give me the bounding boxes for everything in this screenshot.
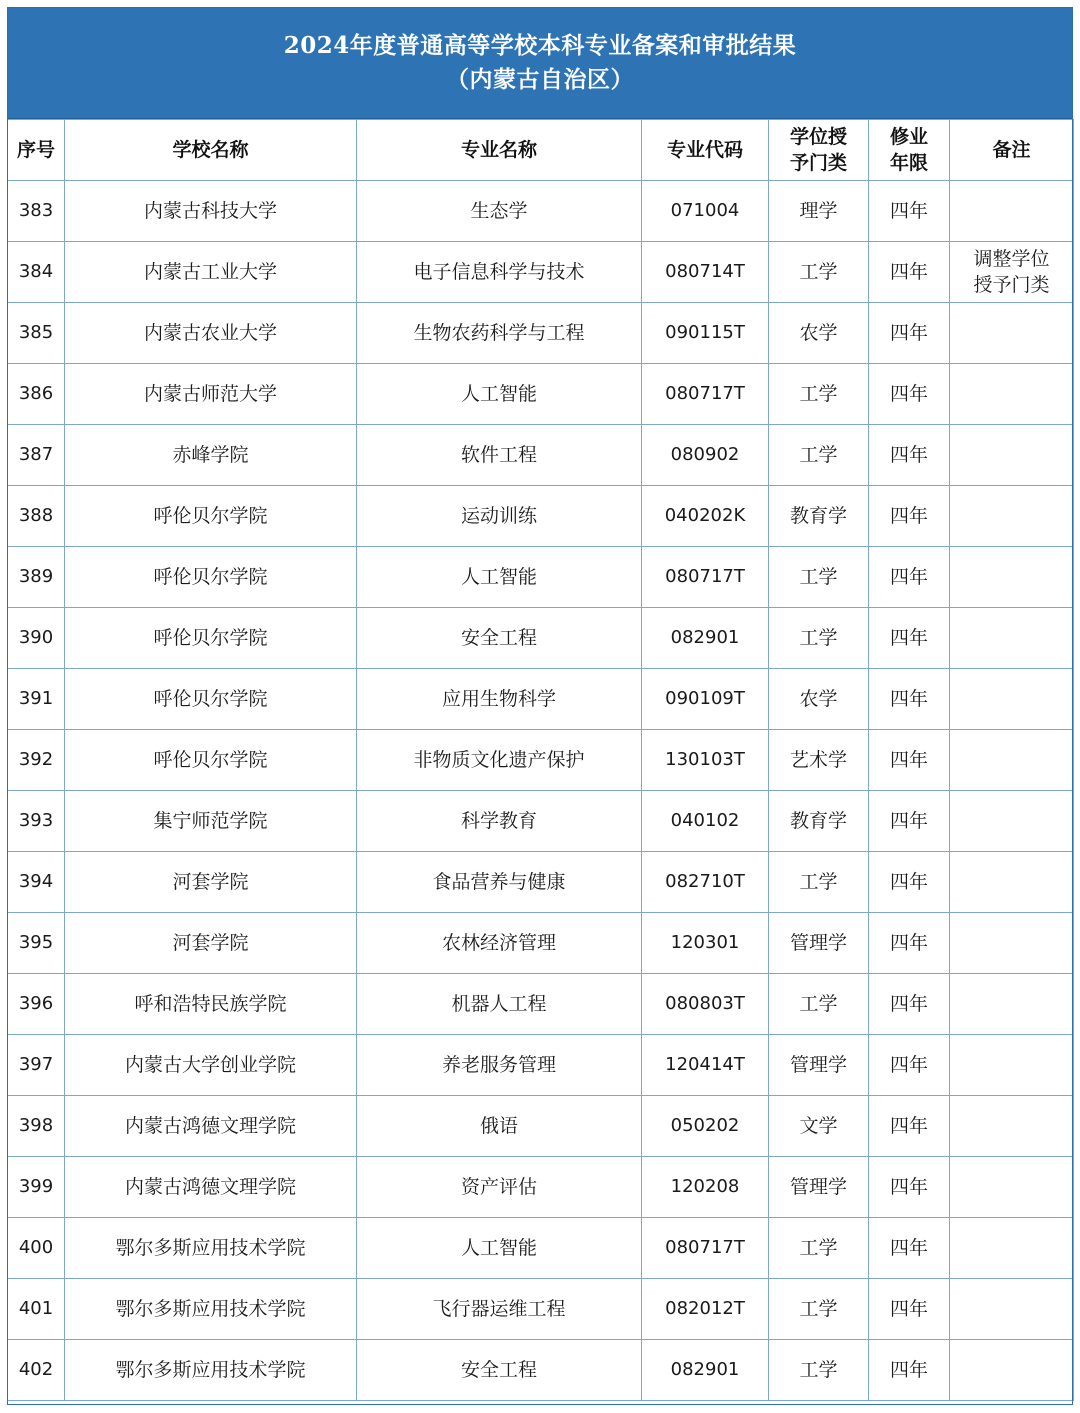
- cell-code: 082901: [642, 1340, 769, 1401]
- cell-major: 运动训练: [357, 486, 642, 547]
- cell-school: 内蒙古大学创业学院: [65, 1035, 357, 1096]
- cell-degree: 工学: [769, 547, 869, 608]
- cell-code: 090109T: [642, 669, 769, 730]
- cell-duration: 四年: [869, 242, 950, 303]
- cell-code: 130103T: [642, 730, 769, 791]
- cell-major: 人工智能: [357, 364, 642, 425]
- cell-school: 内蒙古农业大学: [65, 303, 357, 364]
- cell-degree: 工学: [769, 1279, 869, 1340]
- cell-major: 俄语: [357, 1096, 642, 1157]
- cell-duration: 四年: [869, 974, 950, 1035]
- table-frame: [7, 7, 1073, 1405]
- cell-degree: 工学: [769, 974, 869, 1035]
- cell-seq: 385: [8, 303, 65, 364]
- cell-duration: 四年: [869, 913, 950, 974]
- cell-code: 040202K: [642, 486, 769, 547]
- cell-degree: 工学: [769, 608, 869, 669]
- cell-seq: 389: [8, 547, 65, 608]
- cell-seq: 397: [8, 1035, 65, 1096]
- header-note: 备注: [950, 120, 1074, 181]
- cell-degree: 农学: [769, 303, 869, 364]
- cell-seq: 388: [8, 486, 65, 547]
- cell-code: 080803T: [642, 974, 769, 1035]
- cell-note: 调整学位授予门类: [950, 242, 1074, 303]
- cell-seq: 401: [8, 1279, 65, 1340]
- cell-major: 飞行器运维工程: [357, 1279, 642, 1340]
- cell-code: 090115T: [642, 303, 769, 364]
- cell-degree: 工学: [769, 242, 869, 303]
- cell-duration: 四年: [869, 669, 950, 730]
- cell-duration: 四年: [869, 852, 950, 913]
- cell-duration: 四年: [869, 1340, 950, 1401]
- cell-degree: 教育学: [769, 486, 869, 547]
- cell-degree: 工学: [769, 425, 869, 486]
- cell-school: 鄂尔多斯应用技术学院: [65, 1279, 357, 1340]
- cell-school: 集宁师范学院: [65, 791, 357, 852]
- cell-code: 082710T: [642, 852, 769, 913]
- page-subtitle: （内蒙古自治区）: [446, 66, 634, 93]
- cell-seq: 399: [8, 1157, 65, 1218]
- cell-school: 内蒙古师范大学: [65, 364, 357, 425]
- cell-school: 呼伦贝尔学院: [65, 608, 357, 669]
- cell-degree: 管理学: [769, 1035, 869, 1096]
- cell-degree: 理学: [769, 181, 869, 242]
- header-seq: 序号: [8, 120, 65, 181]
- header-degree: 学位授予门类: [769, 120, 869, 181]
- cell-major: 安全工程: [357, 1340, 642, 1401]
- cell-duration: 四年: [869, 181, 950, 242]
- cell-seq: 386: [8, 364, 65, 425]
- cell-school: 赤峰学院: [65, 425, 357, 486]
- cell-major: 人工智能: [357, 547, 642, 608]
- cell-code: 120301: [642, 913, 769, 974]
- cell-seq: 392: [8, 730, 65, 791]
- cell-seq: 398: [8, 1096, 65, 1157]
- cell-school: 内蒙古鸿德文理学院: [65, 1157, 357, 1218]
- cell-major: 食品营养与健康: [357, 852, 642, 913]
- cell-school: 呼伦贝尔学院: [65, 486, 357, 547]
- cell-duration: 四年: [869, 486, 950, 547]
- cell-seq: 400: [8, 1218, 65, 1279]
- cell-school: 河套学院: [65, 913, 357, 974]
- cell-major: 科学教育: [357, 791, 642, 852]
- cell-duration: 四年: [869, 1218, 950, 1279]
- cell-duration: 四年: [869, 1096, 950, 1157]
- cell-code: 080717T: [642, 364, 769, 425]
- cell-duration: 四年: [869, 791, 950, 852]
- cell-degree: 工学: [769, 852, 869, 913]
- cell-duration: 四年: [869, 730, 950, 791]
- cell-degree: 管理学: [769, 913, 869, 974]
- header-major: 专业名称: [357, 120, 642, 181]
- cell-seq: 396: [8, 974, 65, 1035]
- cell-major: 非物质文化遗产保护: [357, 730, 642, 791]
- cell-school: 呼伦贝尔学院: [65, 669, 357, 730]
- cell-major: 人工智能: [357, 1218, 642, 1279]
- cell-code: 082901: [642, 608, 769, 669]
- cell-code: 082012T: [642, 1279, 769, 1340]
- cell-seq: 383: [8, 181, 65, 242]
- cell-major: 资产评估: [357, 1157, 642, 1218]
- cell-school: 鄂尔多斯应用技术学院: [65, 1218, 357, 1279]
- cell-seq: 391: [8, 669, 65, 730]
- cell-major: 机器人工程: [357, 974, 642, 1035]
- cell-duration: 四年: [869, 425, 950, 486]
- cell-seq: 387: [8, 425, 65, 486]
- cell-seq: 395: [8, 913, 65, 974]
- cell-duration: 四年: [869, 1035, 950, 1096]
- cell-major: 应用生物科学: [357, 669, 642, 730]
- cell-school: 内蒙古工业大学: [65, 242, 357, 303]
- cell-school: 呼和浩特民族学院: [65, 974, 357, 1035]
- cell-major: 软件工程: [357, 425, 642, 486]
- cell-major: 生态学: [357, 181, 642, 242]
- cell-duration: 四年: [869, 608, 950, 669]
- cell-major: 电子信息科学与技术: [357, 242, 642, 303]
- cell-school: 内蒙古科技大学: [65, 181, 357, 242]
- cell-degree: 管理学: [769, 1157, 869, 1218]
- cell-school: 呼伦贝尔学院: [65, 730, 357, 791]
- cell-code: 120414T: [642, 1035, 769, 1096]
- cell-major: 安全工程: [357, 608, 642, 669]
- cell-degree: 教育学: [769, 791, 869, 852]
- cell-code: 080714T: [642, 242, 769, 303]
- cell-school: 鄂尔多斯应用技术学院: [65, 1340, 357, 1401]
- cell-code: 120208: [642, 1157, 769, 1218]
- cell-degree: 工学: [769, 364, 869, 425]
- cell-school: 呼伦贝尔学院: [65, 547, 357, 608]
- cell-degree: 工学: [769, 1218, 869, 1279]
- cell-degree: 农学: [769, 669, 869, 730]
- cell-degree: 工学: [769, 1340, 869, 1401]
- cell-duration: 四年: [869, 547, 950, 608]
- page-title: 2024年度普通高等学校本科专业备案和审批结果: [283, 32, 797, 59]
- header-code: 专业代码: [642, 120, 769, 181]
- cell-major: 农林经济管理: [357, 913, 642, 974]
- cell-code: 050202: [642, 1096, 769, 1157]
- cell-seq: 394: [8, 852, 65, 913]
- cell-code: 071004: [642, 181, 769, 242]
- cell-duration: 四年: [869, 364, 950, 425]
- cell-duration: 四年: [869, 1157, 950, 1218]
- cell-seq: 402: [8, 1340, 65, 1401]
- header-duration: 修业年限: [869, 120, 950, 181]
- cell-code: 080717T: [642, 547, 769, 608]
- cell-major: 养老服务管理: [357, 1035, 642, 1096]
- header-school: 学校名称: [65, 120, 357, 181]
- cell-seq: 393: [8, 791, 65, 852]
- cell-seq: 384: [8, 242, 65, 303]
- cell-school: 内蒙古鸿德文理学院: [65, 1096, 357, 1157]
- cell-school: 河套学院: [65, 852, 357, 913]
- cell-seq: 390: [8, 608, 65, 669]
- cell-degree: 艺术学: [769, 730, 869, 791]
- cell-code: 080902: [642, 425, 769, 486]
- cell-code: 040102: [642, 791, 769, 852]
- cell-code: 080717T: [642, 1218, 769, 1279]
- cell-duration: 四年: [869, 303, 950, 364]
- cell-duration: 四年: [869, 1279, 950, 1340]
- cell-major: 生物农药科学与工程: [357, 303, 642, 364]
- cell-degree: 文学: [769, 1096, 869, 1157]
